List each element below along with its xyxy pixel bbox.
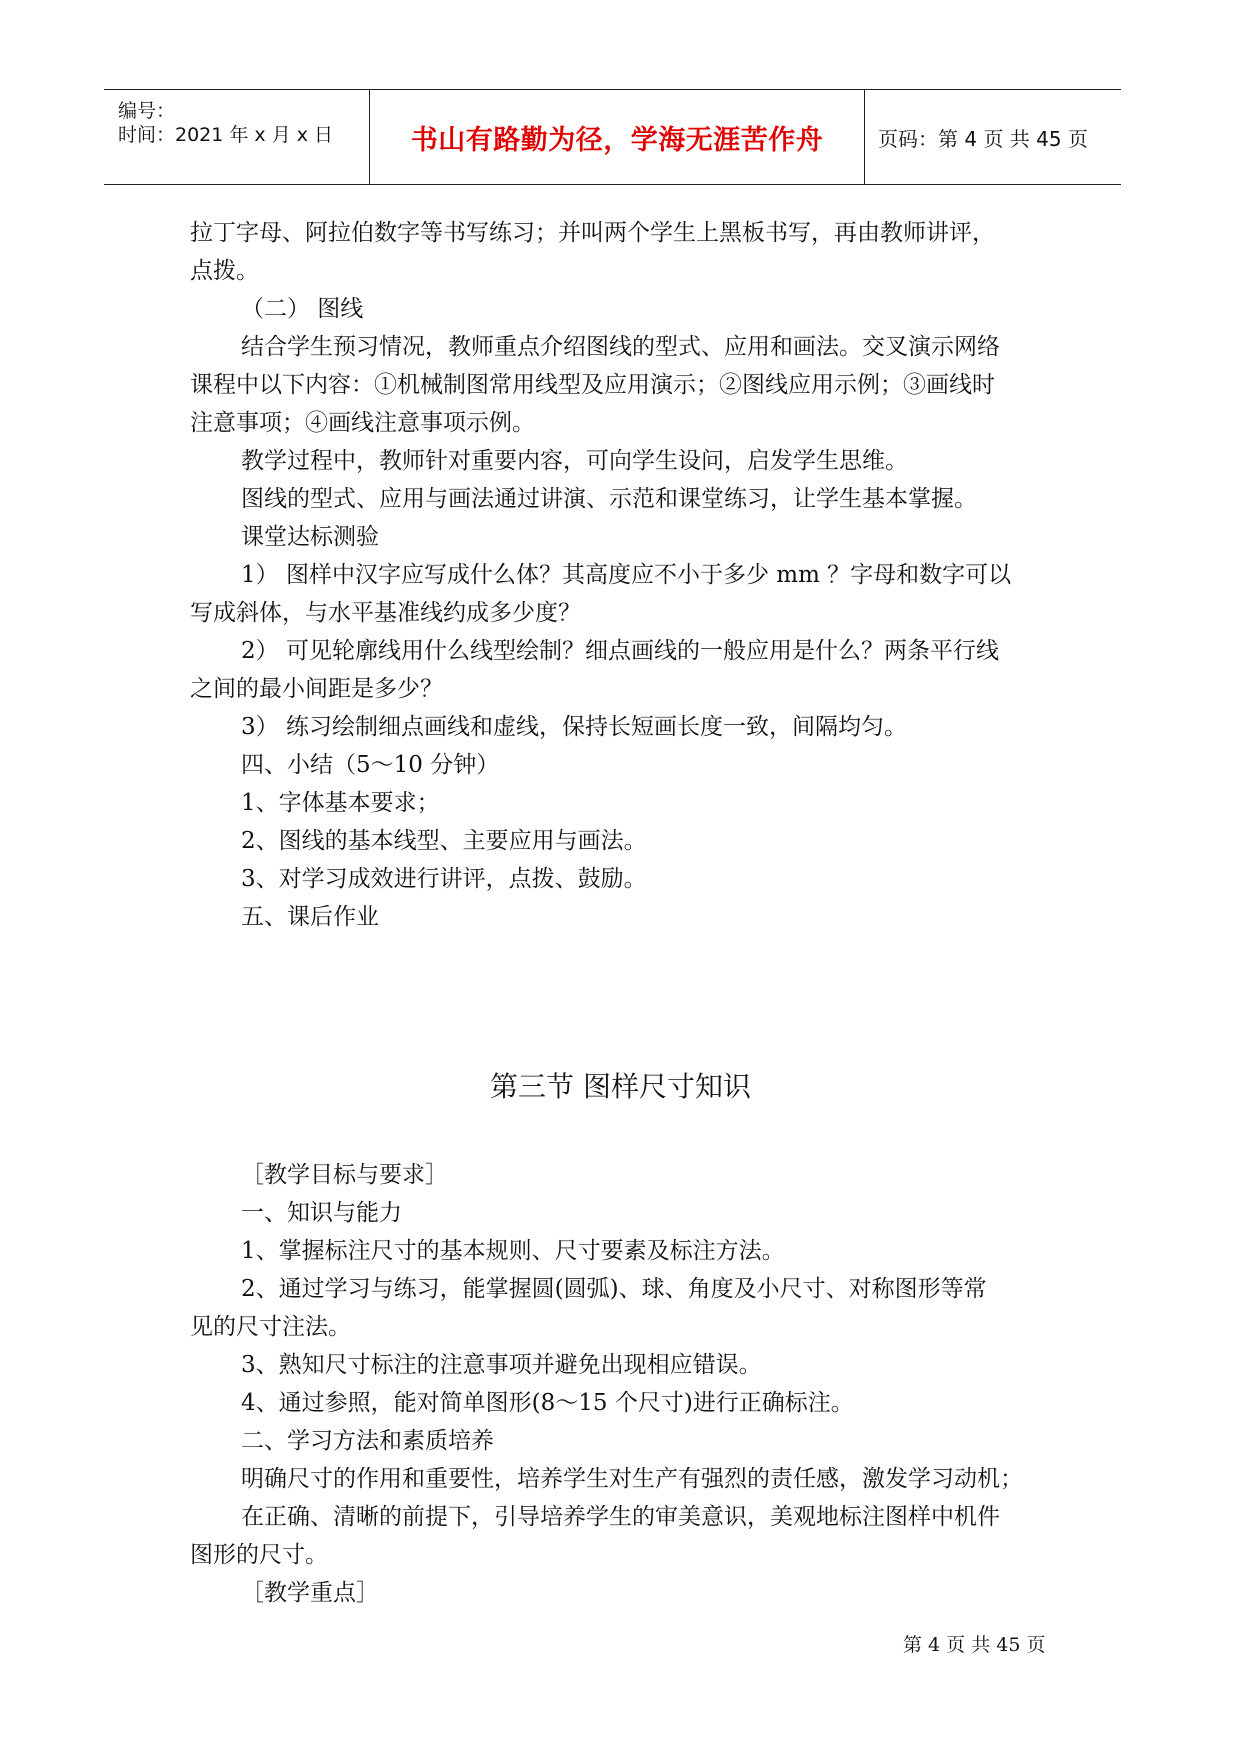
summary-item: 1、字体基本要求； — [241, 790, 440, 816]
subsection-heading: （二） 图线 — [241, 296, 364, 322]
number-label: 编号： — [118, 100, 176, 122]
quiz-heading: 课堂达标测验 — [241, 524, 379, 550]
header-page-cell — [865, 90, 1121, 184]
time-label: 时间：2021 年 x 月 x 日 — [118, 124, 334, 146]
paragraph-line: 教学过程中，教师针对重要内容，可向学生设问，启发学生思维。 — [241, 448, 908, 474]
header-motto-cell — [370, 90, 865, 184]
paragraph-line: 4、通过参照，能对简单图形(8～15 个尺寸)进行正确标注。 — [241, 1390, 854, 1416]
paragraph-line: 点拨。 — [190, 258, 259, 284]
header-left-cell — [104, 90, 370, 184]
header-motto: 书山有路勤为径，学海无涯苦作舟 — [410, 124, 824, 156]
paragraph-line: 图形的尺寸。 — [190, 1542, 328, 1568]
paragraph-line: 2、通过学习与练习，能掌握圆(圆弧)、球、角度及小尺寸、对称图形等常 — [241, 1276, 987, 1302]
paragraph-line: 见的尺寸注法。 — [190, 1314, 351, 1340]
quiz-item: 之间的最小间距是多少？ — [190, 676, 443, 702]
paragraph-line: 3、熟知尺寸标注的注意事项并避免出现相应错误。 — [241, 1352, 762, 1378]
paragraph-line: 课程中以下内容：①机械制图常用线型及应用演示；②图线应用示例；③画线时 — [190, 372, 995, 398]
paragraph-line: 在正确、清晰的前提下，引导培养学生的审美意识，美观地标注图样中机件 — [241, 1504, 1000, 1530]
quiz-item: 2） 可见轮廓线用什么线型绘制？细点画线的一般应用是什么？两条平行线 — [241, 638, 999, 664]
paragraph-line: 图线的型式、应用与画法通过讲演、示范和课堂练习，让学生基本掌握。 — [241, 486, 977, 512]
paragraph-line: 二、学习方法和素质培养 — [241, 1428, 494, 1454]
summary-item: 2、图线的基本线型、主要应用与画法。 — [241, 828, 647, 854]
section-title: 第三节 图样尺寸知识 — [490, 1070, 751, 1103]
homework-heading: 五、课后作业 — [241, 904, 379, 930]
goals-heading: ［教学目标与要求］ — [241, 1162, 448, 1188]
paragraph-line: 1、掌握标注尺寸的基本规则、尺寸要素及标注方法。 — [241, 1238, 785, 1264]
summary-heading: 四、小结（5～10 分钟） — [241, 752, 500, 778]
page-header — [104, 89, 1121, 185]
summary-item: 3、对学习成效进行讲评，点拨、鼓励。 — [241, 866, 647, 892]
quiz-item: 3） 练习绘制细点画线和虚线，保持长短画长度一致，间隔均匀。 — [241, 714, 907, 740]
page-footer: 第 4 页 共 45 页 — [903, 1634, 1046, 1656]
quiz-item: 1） 图样中汉字应写成什么体？其高度应不小于多少 mm ？字母和数字可以 — [241, 562, 1012, 588]
key-points-heading: ［教学重点］ — [241, 1580, 379, 1606]
paragraph-line: 明确尺寸的作用和重要性，培养学生对生产有强烈的责任感，激发学习动机； — [241, 1466, 1023, 1492]
paragraph-line: 一、知识与能力 — [241, 1200, 402, 1226]
paragraph-line: 拉丁字母、阿拉伯数字等书写练习；并叫两个学生上黑板书写，再由教师讲评， — [190, 220, 995, 246]
quiz-item: 写成斜体，与水平基准线约成多少度？ — [190, 600, 581, 626]
paragraph-line: 注意事项；④画线注意事项示例。 — [190, 410, 535, 436]
paragraph-line: 结合学生预习情况，教师重点介绍图线的型式、应用和画法。交叉演示网络 — [241, 334, 1000, 360]
header-page-info: 页码：第 4 页 共 45 页 — [878, 126, 1088, 151]
